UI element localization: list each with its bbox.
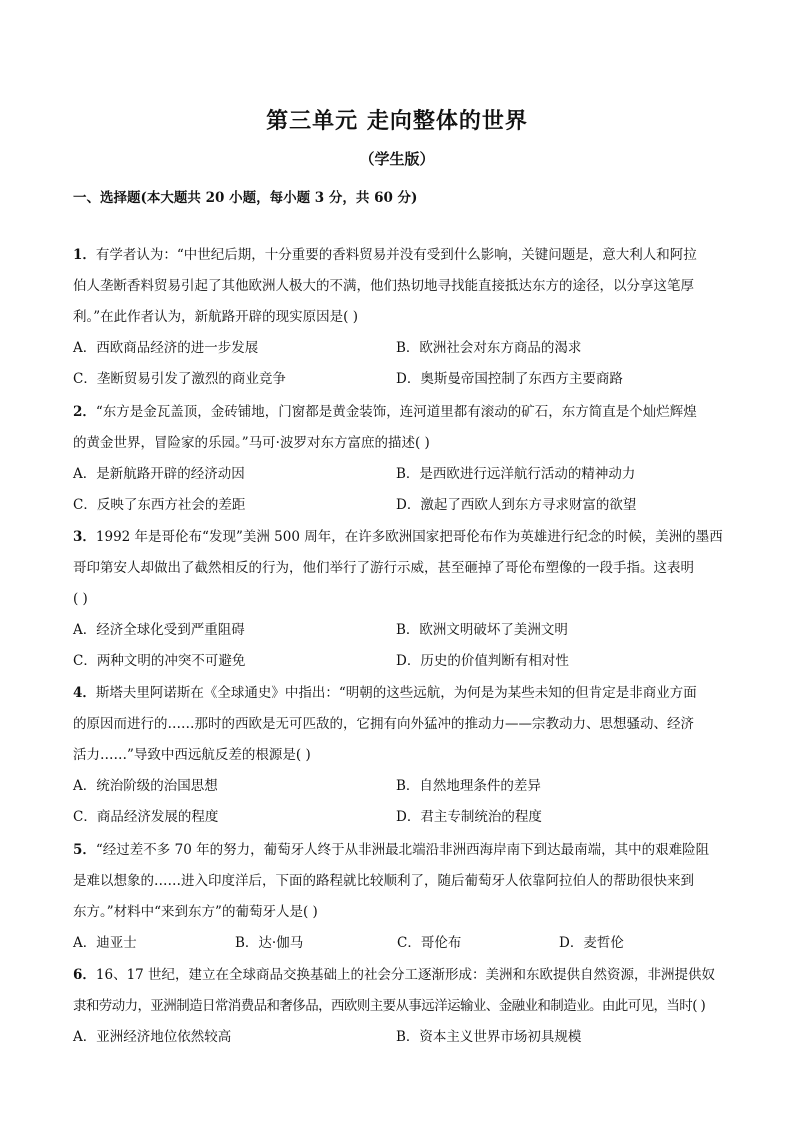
question-text: 16、17 世纪，建立在全球商品交换基础上的社会分工逐渐形成：美洲和东欧提供自然资源，非洲提供奴 [95, 967, 716, 983]
page-subtitle: （学生版） [359, 150, 435, 168]
question-number: 4． [73, 685, 96, 701]
question-5 [73, 835, 723, 959]
option-c[interactable]: C．哥伦布 [397, 935, 462, 951]
question-4 [73, 678, 723, 833]
question-text: 哥印第安人却做出了截然相反的行为，他们举行了游行示威，甚至砸掉了哥伦布塑像的一段手指。这表明 [73, 560, 694, 576]
question-text: 的黄金世界，冒险家的乐园。”马可·波罗对东方富庶的描述( ) [73, 435, 430, 451]
question-text: 斯塔夫里阿诺斯在《全球通史》中指出：“明朝的这些远航，为何是为某些未知的但肯定是非商业方面 [95, 685, 697, 701]
option-d[interactable]: D．奥斯曼帝国控制了东西方主要商路 [396, 371, 623, 387]
option-b[interactable]: B．自然地理条件的差异 [396, 778, 541, 794]
question-text: 活力……”导致中西远航反差的根源是( ) [73, 747, 311, 763]
question-text: 伯人垄断香料贸易引起了其他欧洲人极大的不满，他们热切地寻找能直接抵达东方的途径，以分享这笔厚 [73, 278, 694, 294]
question-text: “东方是金瓦盖顶，金砖铺地，门窗都是黄金装饰，连河道里都有滚动的矿石，东方简直是个灿烂辉煌 [95, 404, 697, 420]
question-number: 3． [73, 529, 96, 545]
option-a[interactable]: A．经济全球化受到严重阻碍 [73, 622, 245, 638]
option-b[interactable]: B．欧洲文明破坏了美洲文明 [396, 622, 568, 638]
question-text: 隶和劳动力，亚洲制造日常消费品和奢侈品，西欧则主要从事远洋运输业、金融业和制造业。由此可见，当时( ) [73, 998, 706, 1014]
option-b[interactable]: B．是西欧进行远洋航行活动的精神动力 [396, 466, 636, 482]
option-d[interactable]: D．历史的价值判断有相对性 [396, 653, 569, 669]
option-c[interactable]: C．反映了东西方社会的差距 [73, 497, 246, 513]
option-d[interactable]: D．激起了西欧人到东方寻求财富的欲望 [396, 497, 637, 513]
option-a[interactable]: A．亚洲经济地位依然较高 [73, 1029, 232, 1045]
question-number: 5． [73, 842, 96, 858]
question-text: 利。”在此作者认为，新航路开辟的现实原因是( ) [73, 309, 358, 325]
option-a[interactable]: A．统治阶级的治国思想 [73, 778, 218, 794]
page-title: 第三单元 走向整体的世界 [266, 108, 528, 134]
question-number: 2． [73, 404, 96, 420]
option-d[interactable]: D．麦哲伦 [559, 935, 624, 951]
option-b[interactable]: B．资本主义世界市场初具规模 [396, 1029, 582, 1045]
question-text: “经过差不多 70 年的努力，葡萄牙人终于从非洲最北端沿非洲西海岸南下到达最南端，其中的艰难险阻 [95, 842, 710, 858]
question-text: 1992 年是哥伦布“发现”美洲 500 周年，在许多欧洲国家把哥伦布作为英雄进行纪念的时候，美洲的墨西 [95, 529, 723, 545]
question-text: 是难以想象的……进入印度洋后，下面的路程就比较顺利了，随后葡萄牙人依靠阿拉伯人的帮助很快来到 [73, 873, 694, 889]
question-2 [73, 397, 723, 521]
section-heading: 一、选择题(本大题共 20 小题，每小题 3 分，共 60 分) [73, 190, 418, 206]
question-3 [73, 522, 723, 677]
option-a[interactable]: A．西欧商品经济的进一步发展 [73, 340, 259, 356]
option-b[interactable]: B．达·伽马 [235, 935, 304, 951]
question-text: 东方。”材料中“来到东方”的葡萄牙人是( ) [73, 904, 318, 920]
question-number: 6． [73, 967, 96, 983]
option-a[interactable]: A．迪亚士 [73, 935, 137, 951]
option-c[interactable]: C．商品经济发展的程度 [73, 809, 219, 825]
question-text: 有学者认为：“中世纪后期，十分重要的香料贸易并没有受到什么影响，关键问题是，意大利人和阿拉 [95, 247, 697, 263]
option-d[interactable]: D．君主专制统治的程度 [396, 809, 542, 825]
option-a[interactable]: A．是新航路开辟的经济动因 [73, 466, 245, 482]
option-c[interactable]: C．两种文明的冲突不可避免 [73, 653, 246, 669]
question-text: 的原因而进行的……那时的西欧是无可匹敌的，它拥有向外猛冲的推动力——宗教动力、思想骚动、经济 [73, 716, 694, 732]
question-text: ( ) [73, 591, 88, 607]
option-b[interactable]: B．欧洲社会对东方商品的渴求 [396, 340, 582, 356]
question-1 [73, 240, 723, 395]
question-number: 1． [73, 247, 96, 263]
question-6 [73, 960, 723, 1053]
option-c[interactable]: C．垄断贸易引发了激烈的商业竞争 [73, 371, 286, 387]
